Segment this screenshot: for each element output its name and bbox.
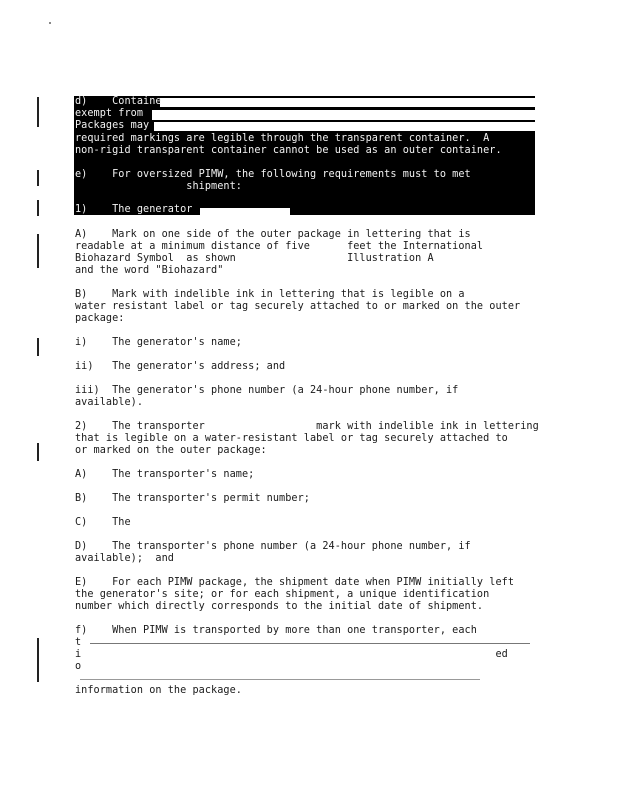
- text-line: required markings are legible through the transparent container. A: [75, 133, 490, 144]
- text-line: B) Mark with indelible ink in lettering that is legible on a: [75, 289, 465, 300]
- text-line: i ed: [75, 649, 508, 660]
- redaction-block: [200, 208, 290, 215]
- text-line: the generator's site; or for each shipment, a unique identification: [75, 589, 490, 600]
- change-bar: [37, 97, 39, 127]
- text-line: D) The transporter's phone number (a 24-hour phone number, if: [75, 541, 471, 552]
- text-line: 2) The transporter mark with indelible ink in lettering: [75, 421, 539, 432]
- change-bar: [37, 443, 39, 461]
- change-bar: [37, 638, 39, 682]
- text-line: that is legible on a water-resistant label or tag securely attached to: [75, 433, 508, 444]
- change-bar: [37, 170, 39, 186]
- text-line: number which directly corresponds to the initial date of shipment.: [75, 601, 484, 612]
- text-line: available); and: [75, 553, 174, 564]
- text-line: E) For each PIMW package, the shipment date when PIMW initially left: [75, 577, 515, 588]
- redaction-block: [154, 122, 535, 131]
- text-line: iii) The generator's phone number (a 24-hour phone number, if: [75, 385, 459, 396]
- text-line: A) The transporter's name;: [75, 469, 255, 480]
- text-line: 1) The generator: [75, 204, 193, 215]
- text-line: and the word "Biohazard": [75, 265, 224, 276]
- scan-noise: [80, 679, 480, 680]
- text-line: shipment:: [75, 181, 242, 192]
- scan-speck: [49, 22, 51, 24]
- text-line: information on the package.: [75, 685, 242, 696]
- text-line: e) For oversized PIMW, the following requirements must to met: [75, 169, 471, 180]
- text-line: f) When PIMW is transported by more than one transporter, each: [75, 625, 477, 636]
- scan-noise: [90, 643, 530, 644]
- change-bar: [37, 338, 39, 356]
- text-line: readable at a minimum distance of five feet the International: [75, 241, 484, 252]
- change-bar: [37, 200, 39, 216]
- text-line: water resistant label or tag securely attached to or marked on the outer: [75, 301, 521, 312]
- change-bar: [37, 234, 39, 268]
- text-line: non-rigid transparent container cannot be used as an outer container.: [75, 145, 502, 156]
- text-line: o: [75, 661, 82, 672]
- text-line: B) The transporter's permit number;: [75, 493, 310, 504]
- text-line: d) Containe: [75, 96, 162, 107]
- text-line: package:: [75, 313, 125, 324]
- text-line: or marked on the outer package:: [75, 445, 267, 456]
- text-line: C) The: [75, 517, 131, 528]
- text-line: available).: [75, 397, 144, 408]
- text-line: exempt from: [75, 108, 144, 119]
- redaction-block: [160, 98, 535, 107]
- text-line: i) The generator's name;: [75, 337, 242, 348]
- text-line: A) Mark on one side of the outer package in lettering that is: [75, 229, 471, 240]
- text-line: t: [75, 637, 82, 648]
- text-line: Biohazard Symbol as shown Illustration A: [75, 253, 434, 264]
- text-line: Packages may: [75, 120, 150, 131]
- redaction-block: [152, 110, 535, 120]
- text-line: ii) The generator's address; and: [75, 361, 286, 372]
